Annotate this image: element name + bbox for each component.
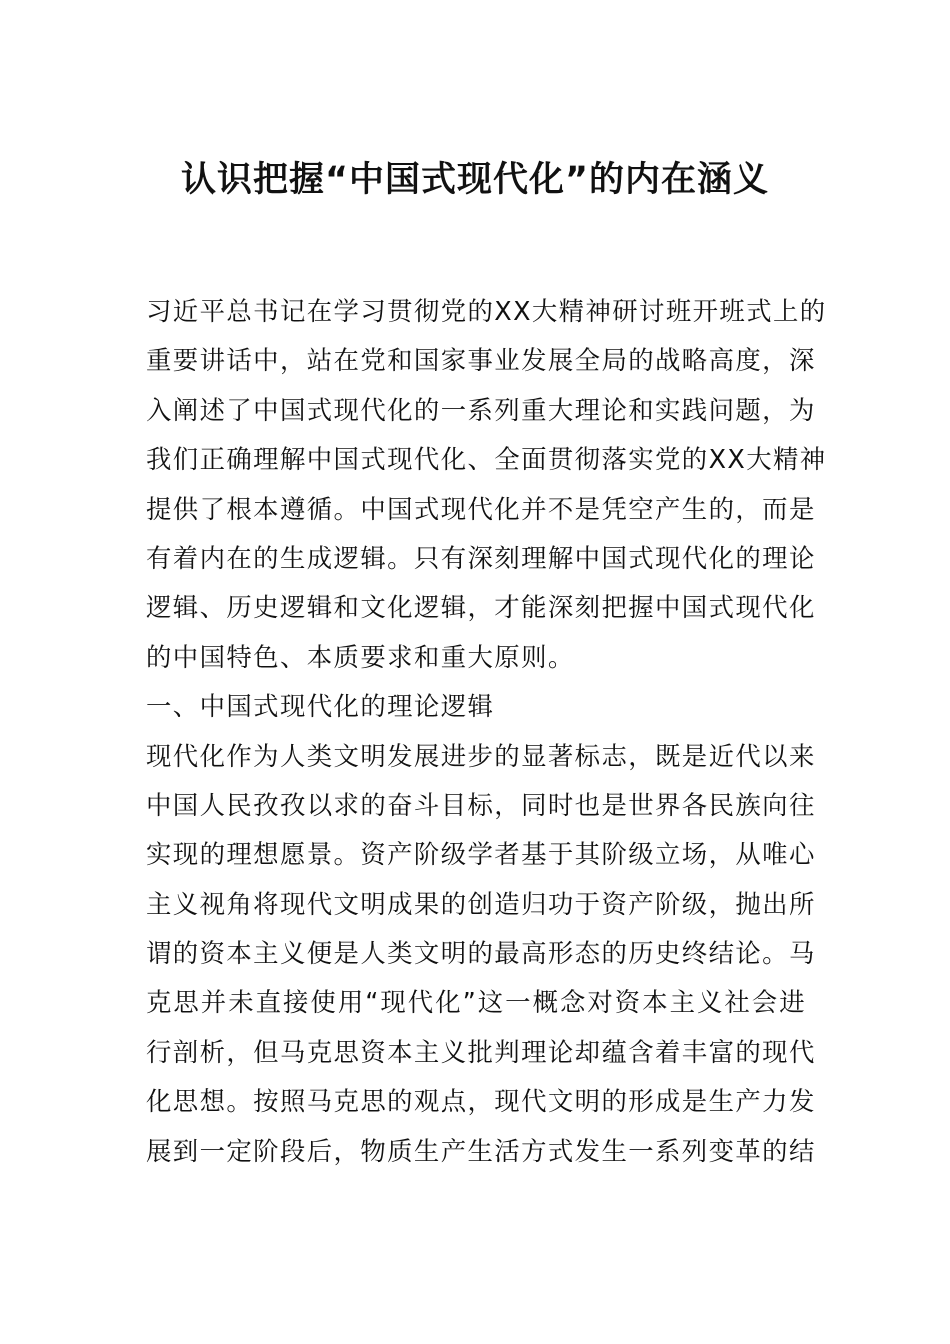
body-line: 化思想。按照马克思的观点，现代文明的形成是生产力发 [146,1086,816,1117]
body-line: 实现的理想愿景。资产阶级学者基于其阶级立场，从唯心 [146,839,816,870]
body-line: 行剖析，但马克思资本主义批判理论却蕴含着丰富的现代 [146,1036,816,1067]
body-line: 我们正确理解中国式现代化、全面贯彻落实党的XX大精神 [146,444,827,475]
body-line: 中国人民孜孜以求的奋斗目标，同时也是世界各民族向往 [146,789,816,820]
document-title: 认识把握“中国式现代化”的内在涵义 [180,160,769,200]
body-line: 逻辑、历史逻辑和文化逻辑，才能深刻把握中国式现代化 [146,592,816,623]
body-line: 谓的资本主义便是人类文明的最高形态的历史终结论。马 [146,938,816,969]
body-line: 主义视角将现代文明成果的创造归功于资产阶级，抛出所 [146,888,816,919]
body-line: 提供了根本遵循。中国式现代化并不是凭空产生的，而是 [146,493,816,524]
body-line: 入阐述了中国式现代化的一系列重大理论和实践问题，为 [146,394,816,425]
body-line: 有着内在的生成逻辑。只有深刻理解中国式现代化的理论 [146,542,816,573]
body-line: 的中国特色、本质要求和重大原则。 [146,641,575,672]
body-line: 现代化作为人类文明发展进步的显著标志，既是近代以来 [146,740,816,771]
section-heading: 一、中国式现代化的理论逻辑 [146,691,495,722]
document-body [146,287,827,1176]
body-line: 克思并未直接使用“现代化”这一概念对资本主义社会进 [146,987,806,1018]
body-line: 习近平总书记在学习贯彻党的XX大精神研讨班开班式上的 [146,296,827,326]
body-line: 重要讲话中，站在党和国家事业发展全局的战略高度，深 [146,345,816,376]
body-line: 展到一定阶段后，物质生产生活方式发生一系列变革的结 [146,1135,816,1166]
